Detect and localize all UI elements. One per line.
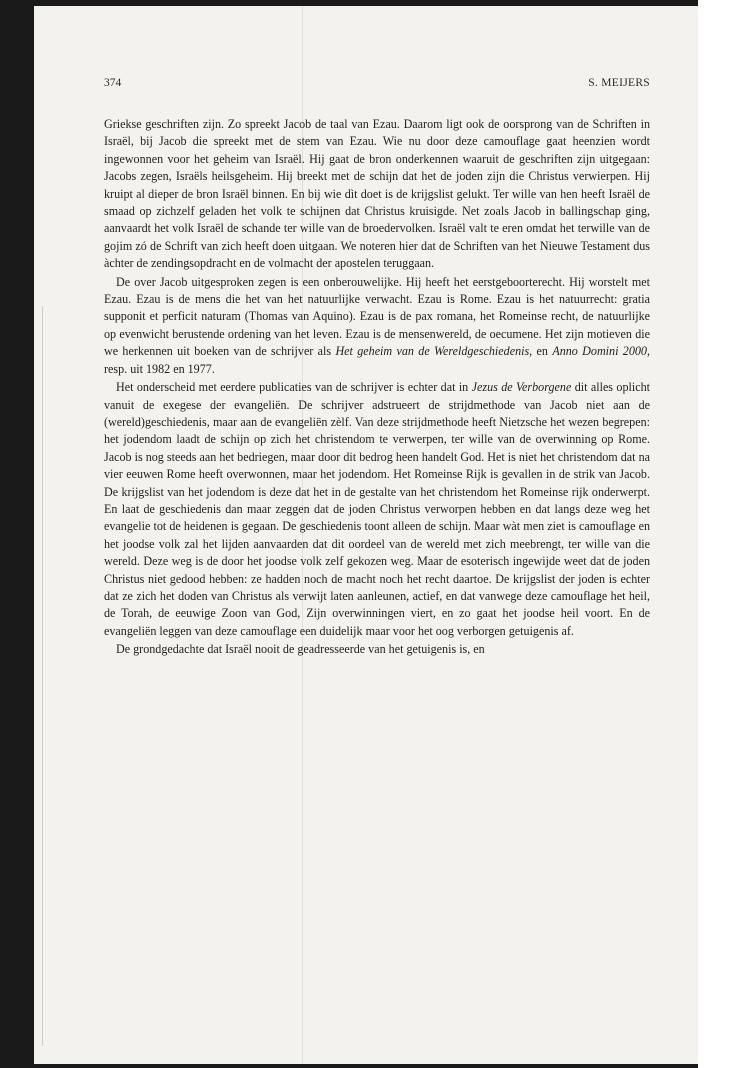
paragraph-3 bbox=[104, 379, 650, 640]
paragraph-text: De grondgedachte dat Israël nooit de geadresseerde van het getuigenis is, en bbox=[116, 642, 485, 657]
paragraph-text: De over Jacob uitgesproken zegen is een onberouwelijke. Hij heeft het eerstgeboorterecht. Hij worstelt met Ezau. Ezau is de mens die het van het natuurlijke verwacht. Ezau is Rome. Ezau is het natuurrecht: gratia supponit et perficit naturam (Thomas van Aquino). Ezau is de pax romana, het Romeinse recht, de natuurlijke op evenwicht berustende ordening van het leven. Ezau is de mensenwereld, de oecumene. Het zijn motieven die we herkennen uit boeken van de schrijver als bbox=[104, 274, 650, 359]
paragraph-2 bbox=[104, 274, 650, 378]
running-head: S. MEIJERS bbox=[588, 77, 650, 89]
paragraph-text: en bbox=[532, 344, 553, 359]
book-title-italic: Het geheim van de Wereldgeschiedenis, bbox=[335, 344, 533, 359]
book-title-italic: Anno Domini 2000, bbox=[552, 344, 650, 359]
paragraph-text: Griekse geschriften zijn. Zo spreekt Jacob de taal van Ezau. Daarom ligt ook de oorsprong van de Schriften in Israël, bij Jacob die spreekt met de stem van Ezau. Wie nu door deze camouflage gaat heenzien wordt ingewonnen voor het geheim van Israël. Hij gaat de bron onderkennen waaruit de geschriften zijn uitgegaan: Jacobs zegen, Israëls heilsgeheim. Hij breekt met de schijn dat het de joden zijn die Christus verwierpen. Hij kruipt al dieper de bron Israël binnen. En bij wie dìt doet is de krijgslist gelukt. Ter wille van hen heeft Israël de smaad op zichzelf geladen het volk te schijnen dat Christus kruisigde. Net zoals Jacob in ballingschap ging, aanvaardt het volk Israël de schande ter wille van de broedervolken. Israël valt te eren omdat het terwille van de gojim zó de Schrift van zich heeft doen uitgaan. We noteren hier dat de Schriften van het Nieuwe Testament dus àchter de zendingsopdracht en de volmacht der apostelen teruggaan. bbox=[104, 117, 650, 271]
paragraph-text: Het onderscheid met eerdere publicaties van de schrijver is echter dat in bbox=[116, 380, 472, 395]
paragraph-text: resp. uit 1982 en 1977. bbox=[104, 361, 215, 376]
book-title-italic: Jezus de Verborgene bbox=[471, 380, 572, 395]
paragraph-text: dit alles oplicht vanuit de exegese der evangeliën. De schrijver adstrueert de strijdmethode van Jacob niet aan de (wereld)geschiedenis, maar aan de evangeliën zèlf. Van deze strijdmethode heeft Nietzsche het wezen begrepen: het jodendom laadt de schijn op zich het christendom te verwerpen, ter wille van de overwinning op Rome. Jacob is nog steeds aan het bedriegen, maar door dit bedrog heen handelt God. Het is niet het christendom dat na vier eeuwen Rome heeft overwonnen, maar het jodendom. Het Romeinse Rijk is gevallen in de strik van Jacob. De krijgslist van het jodendom is deze dat het in de gestalte van het christendom het Romeinse rijk onderwerpt. En laat de geschiedenis dan maar zeggen dat de joden Christus verworpen hebben en dat langs deze weg het evangelie tot de heidenen is gegaan. De geschiedenis toont alleen de schijn. Maar wàt men ziet is camouflage en het joodse volk zal het lijden aanvaarden dat dit oordeel van de wereld met zich meebrengt, ter wille van die wereld. Deze weg is de door het joodse volk zelf gekozen weg. Maar de esoterisch ingewijde weet dat de joden Christus niet gedood hebben: ze hadden noch de macht noch het recht daartoe. De krijgslist der joden is echter dat ze zich het doden van Christus als verwijt laten aanleunen, actief, en dat vanwege deze camouflage het heil, de Torah, de eeuwige Zoon van God, Zijn overwinningen viert, en zo gaat het joodse heil voort. En de evangeliën leggen van deze camouflage een duidelijk maar voor het oog verborgen getuigenis af. bbox=[104, 380, 650, 638]
page-header bbox=[104, 77, 650, 91]
body-text bbox=[104, 116, 650, 659]
page-number: 374 bbox=[104, 77, 122, 89]
scan-margin bbox=[698, 0, 738, 1068]
paragraph-1 bbox=[104, 116, 650, 273]
page-edge-mark bbox=[42, 306, 43, 1046]
paragraph-4 bbox=[104, 641, 650, 658]
